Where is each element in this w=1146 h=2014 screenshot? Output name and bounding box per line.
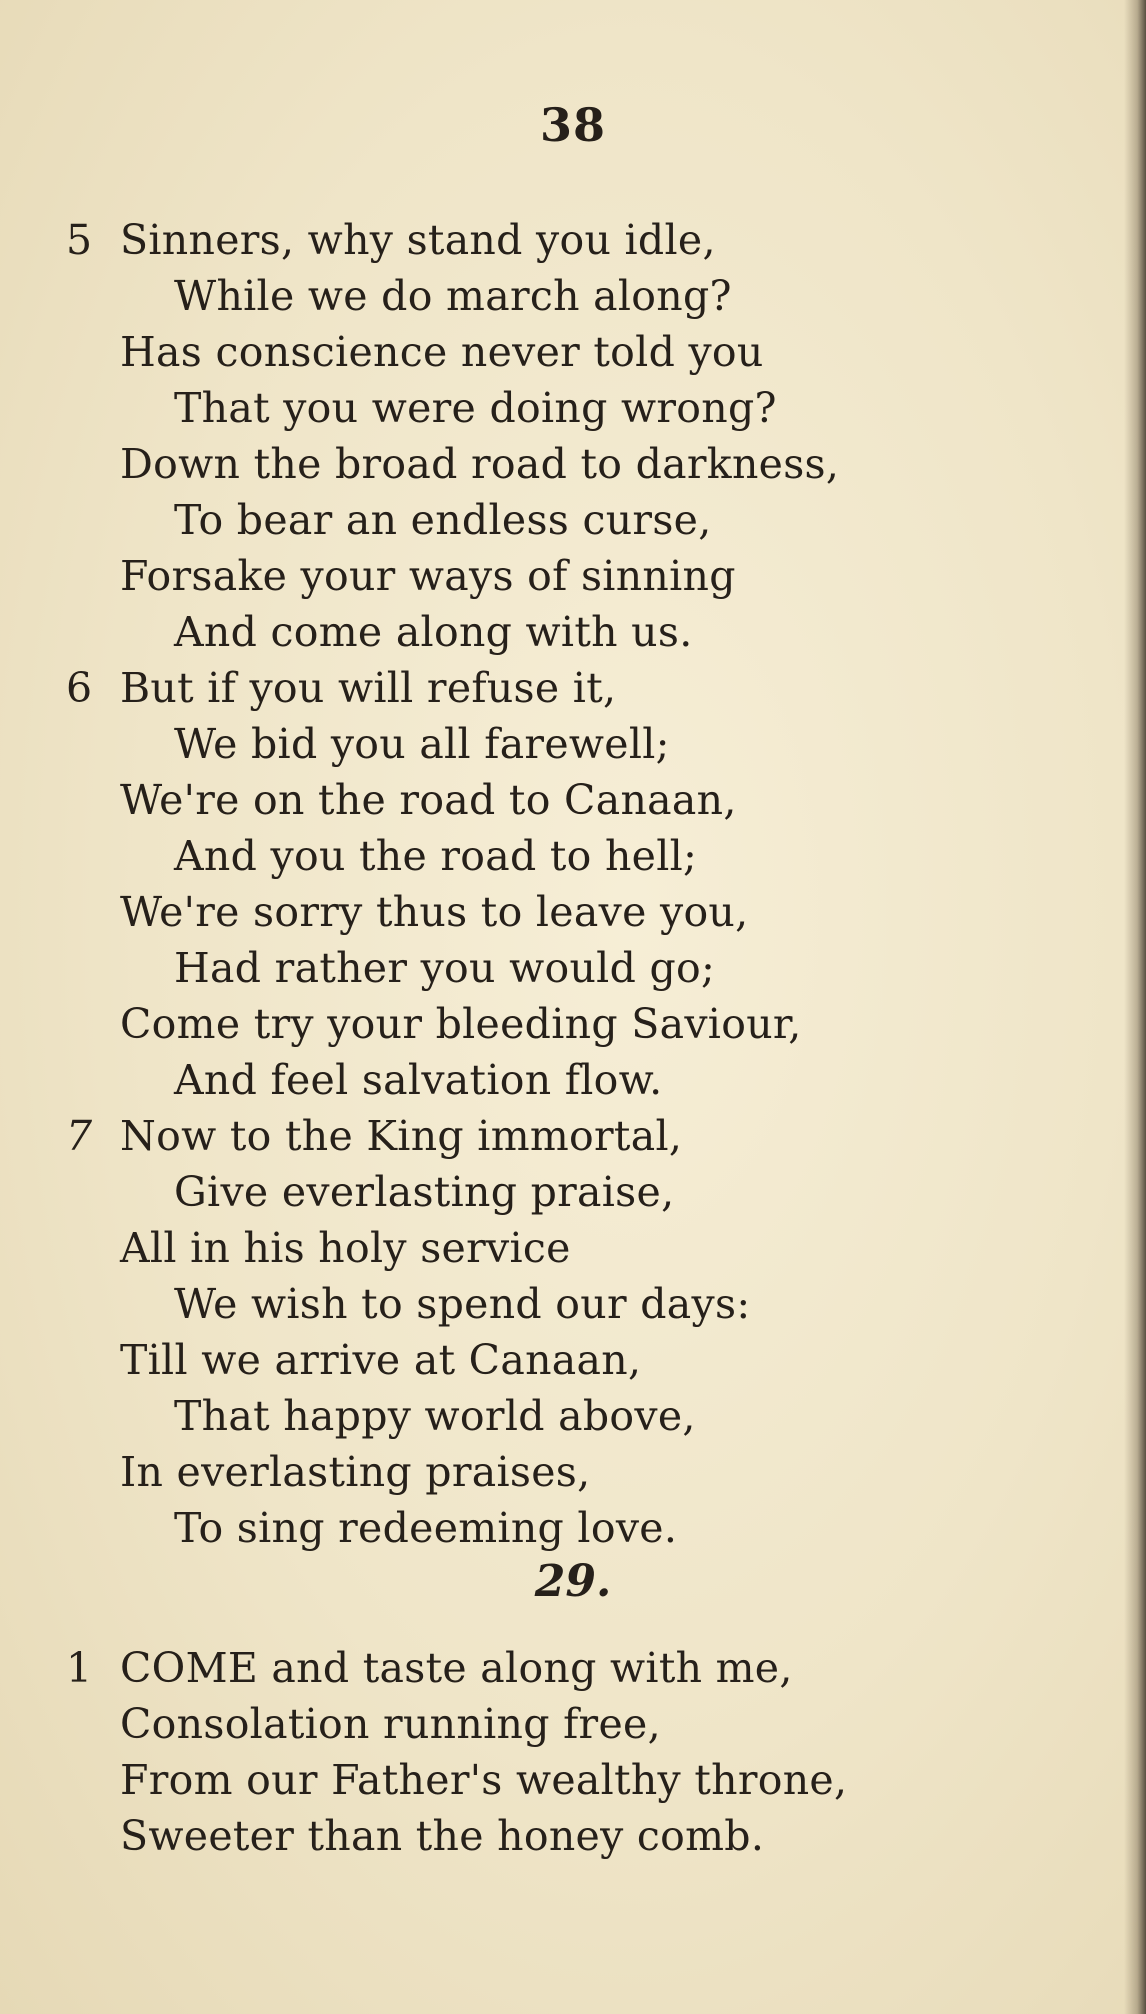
verse-line: Consolation running free, — [120, 1700, 661, 1748]
verse-line: Now to the King immortal, — [120, 1112, 683, 1160]
verse-line: Had rather you would go; — [174, 944, 716, 992]
verse-line: And you the road to hell; — [174, 832, 698, 880]
verse-line: And come along with us. — [174, 608, 693, 656]
verse-line: To bear an endless curse, — [174, 496, 712, 544]
verse-number-7: 7 — [66, 1112, 93, 1160]
verse-line: While we do march along? — [174, 272, 732, 320]
verse-line: COME and taste along with me, — [120, 1644, 793, 1692]
verse-line: We bid you all farewell; — [174, 720, 670, 768]
verse-line: We're sorry thus to leave you, — [120, 888, 749, 936]
page-number: 38 — [539, 98, 606, 152]
verse-number-5: 5 — [66, 216, 93, 264]
verse-line: Come try your bleeding Saviour, — [120, 1000, 802, 1048]
verse-line: We're on the road to Canaan, — [120, 776, 737, 824]
hymn-number: 29. — [534, 1556, 612, 1607]
verse-number-1: 1 — [66, 1644, 93, 1692]
verse-line: From our Father's wealthy throne, — [120, 1756, 848, 1804]
verse-line: That you were doing wrong? — [174, 384, 777, 432]
verse-line: And feel salvation flow. — [174, 1056, 663, 1104]
verse-line: Has conscience never told you — [120, 328, 764, 376]
verse-line: Sinners, why stand you idle, — [120, 216, 716, 264]
verse-line: But if you will refuse it, — [120, 664, 617, 712]
verse-line: Sweeter than the honey comb. — [120, 1812, 765, 1860]
verse-line: Forsake your ways of sinning — [120, 552, 736, 600]
page-edge-shadow — [1124, 0, 1146, 2014]
verse-line: Down the broad road to darkness, — [120, 440, 840, 488]
verse-line: That happy world above, — [174, 1392, 696, 1440]
verse-line: We wish to spend our days: — [174, 1280, 751, 1328]
verse-line: Give everlasting praise, — [174, 1168, 675, 1216]
verse-line: In everlasting praises, — [120, 1448, 591, 1496]
verse-line: Till we arrive at Canaan, — [120, 1336, 642, 1384]
verse-number-6: 6 — [66, 664, 93, 712]
verse-line: All in his holy service — [120, 1224, 571, 1272]
verse-line: To sing redeeming love. — [174, 1504, 678, 1552]
